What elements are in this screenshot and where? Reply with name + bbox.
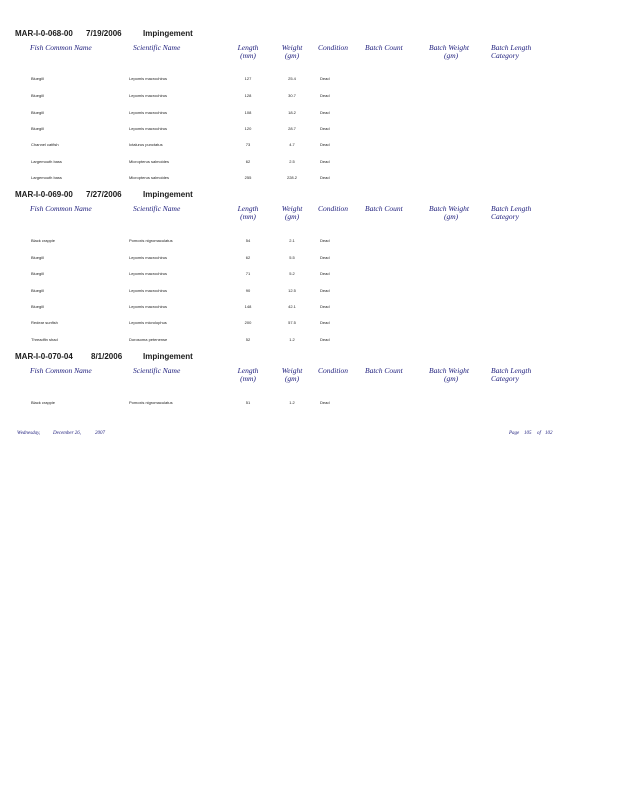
table-row <box>0 320 618 328</box>
cell-condition: Dead <box>320 126 330 131</box>
cell-scientific-name: Lepomis macrochirus <box>129 110 168 115</box>
cell-scientific-name: Lepomis microlophus <box>129 320 167 325</box>
footer-page-label: Page <box>509 431 520 436</box>
footer-month-day: December 26, <box>53 431 82 436</box>
cell-weight: 28.7 <box>288 126 296 131</box>
table-row <box>0 175 618 183</box>
table-row <box>0 288 618 296</box>
col-weight-unit: (gm) <box>284 374 300 383</box>
table-row <box>0 110 618 118</box>
sample-type: Impingement <box>143 352 193 361</box>
cell-common-name: Bluegill <box>31 126 44 131</box>
footer-page-total: 102 <box>545 431 553 436</box>
cell-length: 51 <box>245 400 251 405</box>
col-scientific-name: Scientific Name <box>133 204 181 213</box>
cell-common-name: Redear sunfish <box>31 320 58 325</box>
cell-condition: Dead <box>320 320 330 325</box>
sample-type: Impingement <box>143 190 193 199</box>
cell-scientific-name: Lepomis macrochirus <box>129 255 168 260</box>
col-length: Length <box>237 43 259 52</box>
col-batch-length-category: Category <box>491 51 519 60</box>
cell-common-name: Bluegill <box>31 271 44 276</box>
table-row <box>0 142 618 150</box>
cell-common-name: Bluegill <box>31 255 44 260</box>
col-batch-length: Batch Length <box>491 366 532 375</box>
cell-length: 52 <box>245 337 251 342</box>
cell-weight: 57.5 <box>288 320 296 325</box>
table-row <box>0 304 618 312</box>
col-weight-unit: (gm) <box>284 51 300 60</box>
cell-condition: Dead <box>320 175 330 180</box>
sample-date: 8/1/2006 <box>91 352 123 361</box>
cell-length: 62 <box>245 159 251 164</box>
cell-length: 108 <box>244 110 252 115</box>
col-batch-length: Batch Length <box>491 204 532 213</box>
cell-condition: Dead <box>320 337 330 342</box>
cell-scientific-name: Lepomis macrochirus <box>129 271 168 276</box>
cell-length: 71 <box>245 271 251 276</box>
cell-weight: 1.2 <box>289 400 295 405</box>
sample-id: MAR-I-0-068-00 <box>15 29 73 38</box>
col-batch-weight-unit: (gm) <box>444 212 459 221</box>
col-batch-count: Batch Count <box>365 204 403 213</box>
col-weight-unit: (gm) <box>284 212 300 221</box>
cell-weight: 5.2 <box>289 271 295 276</box>
cell-condition: Dead <box>320 93 330 98</box>
col-batch-length-category: Category <box>491 212 519 221</box>
cell-common-name: Bluegill <box>31 304 44 309</box>
cell-condition: Dead <box>320 159 330 164</box>
cell-weight: 18.2 <box>288 110 296 115</box>
col-batch-length: Batch Length <box>491 43 532 52</box>
sample-id: MAR-I-0-069-00 <box>15 190 73 199</box>
cell-weight: 5.5 <box>289 255 295 260</box>
col-batch-count: Batch Count <box>365 43 403 52</box>
col-batch-weight-unit: (gm) <box>444 51 459 60</box>
col-batch-weight: Batch Weight <box>429 204 469 213</box>
table-row <box>0 255 618 263</box>
cell-weight: 25.4 <box>288 76 296 81</box>
cell-condition: Dead <box>320 76 330 81</box>
col-length-unit: (mm) <box>240 51 256 60</box>
col-batch-weight: Batch Weight <box>429 366 469 375</box>
footer-weekday: Wednesday, <box>17 431 41 436</box>
col-length: Length <box>237 204 259 213</box>
cell-weight: 4.7 <box>289 142 295 147</box>
table-row <box>0 126 618 134</box>
cell-length: 90 <box>245 288 251 293</box>
sample-date: 7/27/2006 <box>86 190 122 199</box>
col-scientific-name: Scientific Name <box>133 43 181 52</box>
sample-date: 7/19/2006 <box>86 29 122 38</box>
col-weight: Weight <box>281 366 303 375</box>
table-row <box>0 238 618 246</box>
sample-type: Impingement <box>143 29 193 38</box>
cell-scientific-name: Lepomis macrochirus <box>129 126 168 131</box>
cell-common-name: Bluegill <box>31 288 44 293</box>
cell-scientific-name: Lepomis macrochirus <box>129 93 168 98</box>
cell-length: 120 <box>244 126 252 131</box>
cell-common-name: Channel catfish <box>31 142 59 147</box>
cell-common-name: Black crappie <box>31 400 56 405</box>
cell-common-name: Largemouth bass <box>31 159 62 164</box>
cell-length: 127 <box>244 76 252 81</box>
col-fish-common-name: Fish Common Name <box>30 366 92 375</box>
col-length-unit: (mm) <box>240 374 256 383</box>
cell-length: 62 <box>245 255 251 260</box>
cell-length: 200 <box>244 320 252 325</box>
cell-scientific-name: Lepomis macrochirus <box>129 304 168 309</box>
cell-common-name: Threadfin shad <box>31 337 58 342</box>
cell-common-name: Bluegill <box>31 76 44 81</box>
col-batch-weight: Batch Weight <box>429 43 469 52</box>
cell-length: 73 <box>245 142 251 147</box>
table-row <box>0 271 618 279</box>
col-condition: Condition <box>318 43 349 52</box>
table-row <box>0 76 618 84</box>
cell-scientific-name: Micropterus salmoides <box>129 175 170 180</box>
col-batch-weight-unit: (gm) <box>444 374 459 383</box>
cell-common-name: Bluegill <box>31 93 44 98</box>
footer-page-number: 105 <box>524 431 532 436</box>
col-batch-length-category: Category <box>491 374 519 383</box>
cell-weight: 228.2 <box>286 175 297 180</box>
cell-condition: Dead <box>320 288 330 293</box>
col-length: Length <box>237 366 259 375</box>
cell-scientific-name: Ictalurus punctatus <box>129 142 163 147</box>
cell-condition: Dead <box>320 110 330 115</box>
cell-scientific-name: Lepomis macrochirus <box>129 76 168 81</box>
cell-scientific-name: Dorosoma petenense <box>129 337 168 342</box>
cell-condition: Dead <box>320 304 330 309</box>
cell-length: 148 <box>244 304 252 309</box>
cell-condition: Dead <box>320 238 330 243</box>
cell-condition: Dead <box>320 142 330 147</box>
table-row <box>0 93 618 101</box>
table-row <box>0 400 618 408</box>
cell-common-name: Largemouth bass <box>31 175 62 180</box>
cell-length: 54 <box>245 238 251 243</box>
col-condition: Condition <box>318 204 349 213</box>
cell-length: 255 <box>244 175 252 180</box>
table-row <box>0 337 618 345</box>
col-condition: Condition <box>318 366 349 375</box>
col-weight: Weight <box>281 43 303 52</box>
cell-common-name: Black crappie <box>31 238 56 243</box>
cell-scientific-name: Lepomis macrochirus <box>129 288 168 293</box>
cell-length: 128 <box>244 93 252 98</box>
cell-condition: Dead <box>320 400 330 405</box>
col-fish-common-name: Fish Common Name <box>30 43 92 52</box>
col-length-unit: (mm) <box>240 212 256 221</box>
table-row <box>0 159 618 167</box>
cell-weight: 42.1 <box>288 304 296 309</box>
cell-weight: 1.2 <box>289 337 295 342</box>
sample-id: MAR-I-0-070-04 <box>15 352 73 361</box>
col-weight: Weight <box>281 204 303 213</box>
col-batch-count: Batch Count <box>365 366 403 375</box>
col-fish-common-name: Fish Common Name <box>30 204 92 213</box>
cell-weight: 2.1 <box>289 238 295 243</box>
cell-weight: 2.5 <box>289 159 295 164</box>
cell-condition: Dead <box>320 255 330 260</box>
cell-common-name: Bluegill <box>31 110 44 115</box>
cell-scientific-name: Pomoxis nigromaculatus <box>129 400 173 405</box>
cell-scientific-name: Micropterus salmoides <box>129 159 170 164</box>
footer-year: 2007 <box>95 431 105 436</box>
cell-weight: 30.7 <box>288 93 296 98</box>
col-scientific-name: Scientific Name <box>133 366 181 375</box>
footer-of-label: of <box>537 431 541 436</box>
cell-scientific-name: Pomoxis nigromaculatus <box>129 238 173 243</box>
cell-condition: Dead <box>320 271 330 276</box>
cell-weight: 12.5 <box>288 288 296 293</box>
